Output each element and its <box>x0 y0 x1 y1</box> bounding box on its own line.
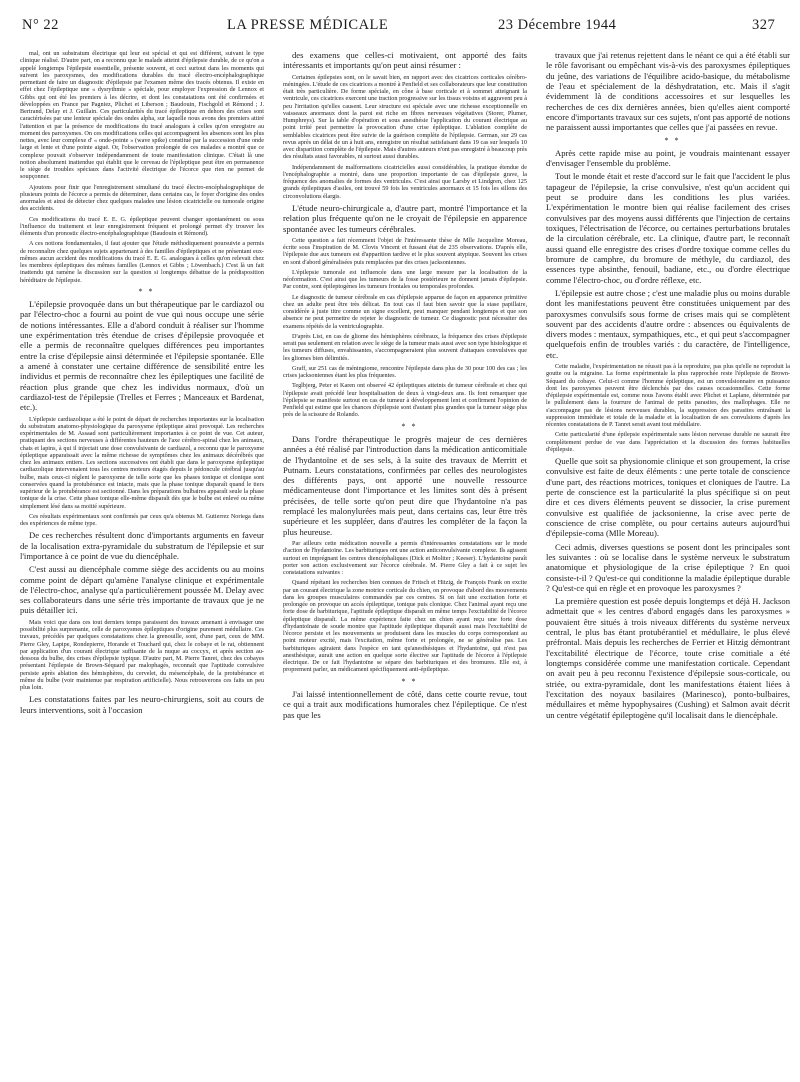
small-print-paragraph: Le diagnostic de tumeur cérébrale en cas d'épilepsie apparue de façon en apparence primitive chez un adulte peut être très délicat. En tout cas il faut bien savoir que la stase papillaire, considérée à juste titre comme un signe excellent, peut manquer pendant longtemps et que son absence ne peut permettre de rejeter le diagnostic de tumeur. Ce diagnostic peut nécessiter des examens répétés de la ventriculographie. <box>283 293 527 330</box>
body-paragraph: Les constatations faites par les neuro-chirurgiens, soit au cours de leurs interventions, soit à l'occasion <box>20 694 264 715</box>
section-separator: * * <box>401 676 418 686</box>
small-print-paragraph: Ces résultats expérimentaux sont confirmés par ceux qu'a obtenus M. Gutierrez Noriega dans des expériences de même type. <box>20 512 264 528</box>
body-paragraph: De ces recherches résultent donc d'importants arguments en faveur de la localisation extra-pyramidale du substratum de l'épilepsie et sur l'importance à ce point de vue du diencéphale. <box>20 530 264 561</box>
issue-date: 23 Décembre 1944 <box>498 17 617 33</box>
body-paragraph: L'étude neuro-chirurgicale a, d'autre part, montré l'importance et la relation plus fréquente qu'on ne le croyait de l'épilepsie en apparence spontanée avec les tumeurs cérébrales. <box>283 202 527 234</box>
small-print-paragraph: Certaines épilepsies sont, on le savait bien, en rapport avec des cicatrices corticales cérébro-méningées. L'étude de ces cicatrices a montré à Penfield et ses collaborateurs que leur constitution était très particulière. De forme spéciale, en cône à base corticale et à sommet atteignant la ventricule, ces cicatrices exercent une traction progressive sur les tissus voisins et aggravent peu à peu l'irritation qu'elles causent. Leur structure est spéciale avec une richesse exceptionnelle en vaisseaux anormaux dont la paroi est riche en fibres nerveuses végétatives (Storer, Plumer, Humphreys). Sur la table d'opération et sous anesthésie l'application du courant électrique au point irrité peut permettre la provocation d'une crise épileptique. L'ablation complète de semblables cicatrices peut être suivie de la guérison complète de l'épilepsie. German, sur 29 cas revus après un délai de un à huit ans, enregistre un résultat satisfaisant dans 19 cas sur lesquels 10 avec disparition complète de l'épilepsie. Mais d'autres auteurs n'ont pas enregistré à beaucoup près des résultats aussi favorables, ni surtout aussi durables. <box>283 73 527 161</box>
small-print-paragraph: D'après List, en cas de gliome des hémisphères cérébraux, la fréquence des crises d'épilepsie serait pas seulement en relation avec le siège de la tumeur mais aussi avec son type histologique et les tumeurs diffuses, envahissantes, s'accompagneraient plus souvent d'attaques convulsives que les gliomes bien délimités. <box>283 332 527 362</box>
body-paragraph: Après cette rapide mise au point, je voudrais maintenant essayer d'envisager l'ensemble du problème. <box>546 147 790 169</box>
page-header <box>0 0 800 40</box>
body-paragraph: Ceci admis, diverses questions se posent dont les principales sont les suivantes : où se localise dans le système nerveux le substratum anatomique et physiologique de la crise épileptique ? En quoi consiste-t-il ? Qu'est-ce qui conditionne la maladie épileptique durable ? Qu'est-ce qui en règle et en provoque les paroxysmes ? <box>546 541 790 593</box>
small-print-paragraph: Indépendamment de malformations cicatricielles aussi considérables, la pratique étendue de l'encéphalographie a montré, dans une proportion importante de cas d'épilepsie grave, la fréquence des anomalies de formes des ventricules. C'est ainsi que Larsby et Lindgren, chez 125 grands épileptiques d'asiles, ont trouvé 59 fois les ventricules anormaux et 15 fois les sillons des circonvolutions élargis. <box>283 163 527 200</box>
small-print-paragraph: Cette particularité d'une épilepsie expérimentale sans lésion nerveuse durable ne saurait être complètement perdue de vue dans l'appréciation et la discussion des formes habituelles d'épilepsie. <box>546 431 790 453</box>
text-column-middle <box>283 50 527 1074</box>
text-column-right <box>546 50 790 1074</box>
small-print-paragraph: Cette maladie, l'expérimentation ne réussit pas à la reproduire, pas plus qu'elle ne reproduit la goutte ou la migraine. La forme expérimentale la plus rapprochée reste l'épilepsie de Brown-Séquard du cobaye. Celui-ci comme l'homme épileptique, est un convulsionnaire en puissance dont les paroxysmes peuvent être déclenchés par des causes occasionnelles. Cette forme d'épilepsie expérimentale est, comme nous l'avons établi avec Plichet et Laplane, déterminée par le pullulement dans la fourrure de l'animal de petits parasites, des mallophages. Elle ne s'accompagne pas de lésions nerveuses durables, la suppression des parasites entraînant la suppression immédiate et totale de la maladie et la localisation de ses convulsions d'après les récentes constatations de P. Tanret serait avant tout médullaire. <box>546 363 790 429</box>
page-number: 327 <box>752 17 776 33</box>
body-paragraph: Tout le monde était et reste d'accord sur le fait que l'accident le plus tapageur de l'épilepsie, la crise convulsive, n'est qu'un accident qui peut se produire dans les conditions les plus variées. L'expérimentation le montre bien qui réalise facilement des crises convulsives par des moyens aussi différents que l'injection de certains toxiques, l'électrisation de l'écorce, ou certaines perturbations brutales de la circulation cérébrale, etc. La clinique, d'autre part, le reconnaît aussi quand elle enregistre des crises d'ordre toxique comme celles du bromure de camphre, du bromure de méthyle, du cardiazol, des essences type absinthe, fenouil, badiane, etc., ou d'ordre électrique comme l'électro-choc, ou d'ordre réflexe, etc. <box>546 171 790 285</box>
small-print-paragraph: Teglbjerg, Peter et Karen ont observé 42 épileptiques atteints de tumeur cérébrale et chez qui l'épilepsie avait précédé leur hospitalisation de deux à vingt-deux ans. Ils font remarquer que l'épilepsie se manifeste surtout en cas de tumeur à développement lent et confirment l'opinion de Penfield qui estime que les chances d'épilepsie sont d'autant plus grandes que la tumeur siège plus près de la scissure de Rolando. <box>283 382 527 419</box>
text-column-left <box>20 50 264 1074</box>
small-print-paragraph: L'épilepsie tumorale est influencée dans une large mesure par la localisation de la néoformation. C'est ainsi que les tumeurs de la fosse postérieure ne donnent jamais d'épilepsie. Par contre, sont épileptogènes les tumeurs frontales ou temporales profondes. <box>283 268 527 291</box>
journal-title: LA PRESSE MÉDICALE <box>227 17 389 33</box>
section-separator: * * <box>664 135 681 145</box>
body-paragraph: L'épilepsie est autre chose ; c'est une maladie plus ou moins durable dont les manifestations peuvent être constituées uniquement par des paroxysmes convulsifs sous forme de crises mais qui se complètent souvent par des accidents d'autre ordre : absences ou équivalents de divers modes : mentaux, sympathiques, etc., et qui peut s'accompagner quelquefois enfin de troubles variés : du caractère, de l'intelligence, etc. <box>546 287 790 360</box>
small-print-paragraph: mal, ont un substratum électrique qui leur est spécial et qui est différent, suivant le type clinique réalisé. D'autre part, on a reconnu que le malade atteint d'épilepsie durable, de ce qu'on a appelé longtemps l'épilepsie essentielle, présente souvent, et ceci surtout dans les moments qui suivent les paroxysmes, des modifications durables du tracé électro-encéphalographique permettant de faire un diagnostic d'épilepsie par l'examen même des tracés obtenus. Il existe en effet chez l'épileptique une « dysrythmie » spéciale, pour employer l'expression de Lennox et Gibbs qui ont été les premiers à les décrire, et dont les constatations ont été confirmées et développées en France par Pagniez, Plichet et Liberson ; Baudouin, Fischgold et Rémond ; J. Bertrand, Delay et J. Guillain. Ces particularités du tracé épileptique en dehors des crises sont caractérisées par une lenteur spéciale des ondes alpha, sur laquelle nous avons des premiers attiré l'attention et par la présence de modifications du tracé analogues à celles qu'on enregistre au moment des paroxysmes. On ces modifications celles qui accompagnent les absences sont les plus nettes, avec leur complexe d' « onde-pointe » (wave spike) constitué par la succession d'une onde large et lente et d'une pointe aiguë. Or, l'observation prolongée de ces malades a montré que ce complexe pouvait s'observer indépendamment de toute manifestation clinique. C'était là une notion absolument inattendue qui établit que le cerveau de l'épileptique peut être en permanence le siège de troubles spéciaux dans l'activité électrique de l'écorce que rien ne permet de soupçonner. <box>20 50 264 181</box>
small-print-paragraph: A ces notions fondamentales, il faut ajouter que l'étude méthodiquement poursuivie a permis de reconnaître chez quelques sujets appartenant à des familles d'épileptiques et ne présentant eux-mêmes aucun accident des modifications du tracé E. E. G. analogues à celles qu'on relevait chez les membres épileptiques des mêmes familles (Lennox et Gibbs ; Löwenbach.) C'est là un fait inattendu qui ramène la discussion sur la question si longtemps débattue de la prédisposition héréditaire de l'épilepsie. <box>20 240 264 284</box>
body-paragraph: La première question est posée depuis longtemps et déjà H. Jackson admettait que « les centres d'abord engagés dans les paroxysmes » pouvaient être situés à trois niveaux différents du système nerveux central, le plus bas étant protubérantiel et médullaire, le plus élevé préfrontal. Mais depuis les recherches de Ferrier et Hitzig démontrant l'excitabilité électrique de l'écorce, toute crise comitiale a été longtemps considérée comme une manifestation corticale. Cependant on avait peu à peu reconnu l'existence d'épilepsie sous-corticale, ou striée, ou extra-pyramidale, dont les manifestations étaient liées à l'excitation des noyaux basilaires (Marinesco), ponto-bulbaires, médullaires et même hypophysaires (Cushing) et Salmon avait décrit un centre végétatif épileptogène qu'il localisait dans le diencéphale. <box>546 596 790 720</box>
small-print-paragraph: Cette question a fait récemment l'objet de l'intéressante thèse de Mlle Jacqueline Moreau, écrite sous l'inspiration de M. Clovis Vincent et fussant état de 235 observations. D'après elle, l'épilepsie due aux tumeurs est d'apparition tardive et le plus souvent atypique. Souvent les crises en sont d'abord généralisées puis remplacées par des crises jacksoniennes. <box>283 236 527 266</box>
small-print-paragraph: Quand répétant les recherches bien connues de Fritsch et Hitzig, de François Frank on excite par un courant électrique la zone motrice corticale du chien, on provoque d'abord des mouvements dans les groupes musculaires commandés par ces centres. Si on fait une excitation forte et prolongée on provoque un accès épileptique, tonique puis clonique. Chez l'animal ayant reçu une forte dose de barbiturique, l'aptitude épileptique disparaît en même temps l'excitabilité de l'écorce épileptique disparaît. La même expérience faite chez un chien ayant reçu une forte dose d'hydantoïnate de soude montre que l'aptitude épileptique disparaît aussi mais l'excitabilité de l'écorce persiste et les mouvements se produisent dans les muscles du corps correspondant au point moteur excité, mais l'excitation, même forte et prolongée, ne se généralise pas. Les barbituriques agiraient dans l'espèce en tant qu'anesthésiques et l'hydantoïne, qui n'est pas anesthésique, aurait une action en quelque sorte élective sur l'aptitude de l'écorce à l'épilepsie électrique. De ce fait l'hydantoïne se sépare des barbituriques et des bromures. Elle est, à proprement parler, un médicament spécifiquement anti-épileptique. <box>283 579 527 674</box>
issue-number: N° 22 <box>22 17 59 33</box>
section-separator: * * <box>401 421 418 431</box>
small-print-paragraph: Ajoutons pour finir que l'enregistrement simultané du tracé électro-encéphalographique de plusieurs points de l'écorce a permis de déterminer, dans certains cas, le foyer d'origine des ondes anormales et ainsi de détecter chez quelques malades une lésion cicatricielle ou tumorale origine des accidents. <box>20 183 264 213</box>
body-paragraph: L'épilepsie provoquée dans un but thérapeutique par le cardiazol ou par l'électro-choc a fourni au point de vue qui nous occupe une série de notions intéressantes. Elle a d'abord conduit à réaliser sur l'homme une expérimentation très étendue de crises d'épilepsie provoquée et elle a permis de reconnaître quelques différences peu importantes entre la crise d'épilepsie ainsi déterminée et l'épilepsie spontanée. Elle a amené à constater une certaine différence de sensibilité entre les individus et permis de reconnaître chez les épileptiques une facilité de réaction plus grande que chez les individus normaux, d'où un cardiazol-test de l'épilepsie (Trelles et Ferres ; Manceaux et Bardenat, etc.). <box>20 299 264 413</box>
section-separator: * * <box>138 286 155 296</box>
small-print-paragraph: Graff, sur 251 cas de méningiome, rencontre l'épilepsie dans plus de 30 pour 100 des cas ; les crises jacksoniennes étant les plus fréquentes. <box>283 364 527 380</box>
body-paragraph: Quelle que soit sa physionomie clinique et son groupement, la crise convulsive est faite de deux éléments : une perte totale de conscience d'une part, des réactions motrices, toniques et cloniques de l'autre. La perte de conscience est la particularité la plus spécifique si on peut dire et ces divers éléments peuvent se dissocier, la crise purement convulsive est qualifiée de jacksonienne, la crise avec perte de conscience de crise complète, ou pour certains auteurs aujourd'hui d'épilepsie-coma (Mlle Moreau). <box>546 456 790 539</box>
small-print-paragraph: Mais voici que dans ces tout derniers temps paraissent des travaux amenant à envisager une possibilité plus surprenante, celle de paroxysmes épileptiques d'origine purement médullaire. Ces travaux, précédés par quelques constatations chez la grenouille, sont, d'une part, ceux de MM. Pierre Gley, Lapipe, Rondepierre, Horande et Touchard qui, chez le cobaye et le rat, obtiennent par application d'un courant électrique suffisante de la nuque au coccyx, et après section au-dessous du bulbe, des crises d'épilepsie typique. D'autre part, M. Pierre Tanret, chez des cobayes présentant l'épilepsie de Brown-Séquard par malophagés, reconnaît que l'aptitude convulsive persiste après ablation des hémisphères, du cervelet, du mésencéphale, de la protubérance et même du bulbe (voir maintenue par respiration artificielle). Nous retrouverons ces faits un peu plus loin. <box>20 618 264 692</box>
small-print-paragraph: L'épilepsie cardiazolique a été le point de départ de recherches importantes sur la localisation du substratum anatomo-physiologique du paroxysme épileptique ainsi provoqué. Les recherches expérimentales de M. Assaad sont particulièrement importantes à ce point de vue. Cet auteur, pratiquant des sections nerveuses à différentes hauteurs de l'axe cérébro-spinal chez les animaux, chats et lapins, à qui il injectait une dose convulsivante de cardiazol, a reconnu que le paroxysme épileptique apparaissait avec la même richesse de symptômes chez les animaux décérébrés que chez les animaux entiers. Les sections successives ont établi que dans le paroxysme épileptique cardiazolique intervenaient tous les centres moteurs étagés depuis le pédoncule cérébral jusqu'au bulbe, mais ceux-ci réglent le paroxysme de telle sorte que les phases tonique et clonique sont conservées quand la protubérance est intacte, mais que la phase tonique disparaît quand le tiers supérieur de la protubérance est sectionné. Dans les préparations bulbaires apparaît seule la phase tonique de la crise. Cette phase tonique elle-même disparaît dès que le bulbe est enlevé ou même simplement lésé dans sa moitié supérieure. <box>20 415 264 510</box>
small-print-paragraph: Ces modifications du tracé E. E. G. épileptique peuvent changer spontanément ou sous l'influence du traitement et leur enregistrement fréquent et prolongé permet d'y trouver les éléments d'un pronostic électro-encéphalographique (Baudouin et Rémond). <box>20 215 264 237</box>
body-paragraph: des examens que celles-ci motivaient, ont apporté des faits intéressants et importants qu'on peut ainsi résumer : <box>283 50 527 71</box>
body-paragraph: J'ai laissé intentionnellement de côté, dans cette courte revue, tout ce qui a trait aux modifications humorales chez l'épileptique. Ce n'est pas que les <box>283 688 527 720</box>
body-paragraph: Dans l'ordre thérapeutique le progrès majeur de ces dernières années a été réalisé par l'introduction dans la médication anticomitiale de l'hydantoïne et de ses sels, à la suite des travaux de Merritt et Putnam. Leurs constatations, confirmées par celles des neurologistes des différents pays, ont apporté une nouvelle ressource médicamenteuse dont l'importance et les limites sont dès à présent précisées, de telle sorte qu'on peut dire que l'hydantoïne n'a pas remplacé les malonylurées mais peut, dans certains cas, leur être très supérieure et les suppléer, dans d'autres les compléter de la façon la plus heureuse. <box>283 433 527 537</box>
small-print-paragraph: Par ailleurs cette médication nouvelle a permis d'intéressantes constatations sur le mode d'action de l'hydantoïne. Les barbituriques ont une action anticonvulsivante complexe. Ils agissent surtout en imprégnant les centres diencéphaliques (Dick et Moliter ; Keeser). L'hydantoïne paraît porter son action exclusivement sur l'écorce cérébrale. M. Pierre Gley a fait à ce sujet les constatations suivantes : <box>283 540 527 577</box>
body-paragraph: travaux que j'ai retenus rejettent dans le néant ce qui a été établi sur le rôle favorisant ou empêchant vis-à-vis des paroxysmes épileptiques du jeûne, des variations de l'équilibre acido-basique, du métabolisme de l'eau et spécialement de la déshydratation, etc. Mais il s'agit évidemment là de conditions accessoires et sur lesquelles les recherches de ces dix dernières années, bien qu'elles aient comporté encore d'importants travaux sur ces sujets, n'ont pas apporté de notions ne paraissent aussi importantes que celles que j'ai passées en revue. <box>546 50 790 133</box>
body-paragraph: C'est aussi au diencéphale comme siège des accidents ou au moins comme point de départ qu'amène l'analyse clinique et expérimentale de l'électro-choc, analyse qu'a particulièrement poussée M. Delay avec ses collaborateurs dans une série très importante de travaux que je ne puis détailler ici. <box>20 564 264 616</box>
